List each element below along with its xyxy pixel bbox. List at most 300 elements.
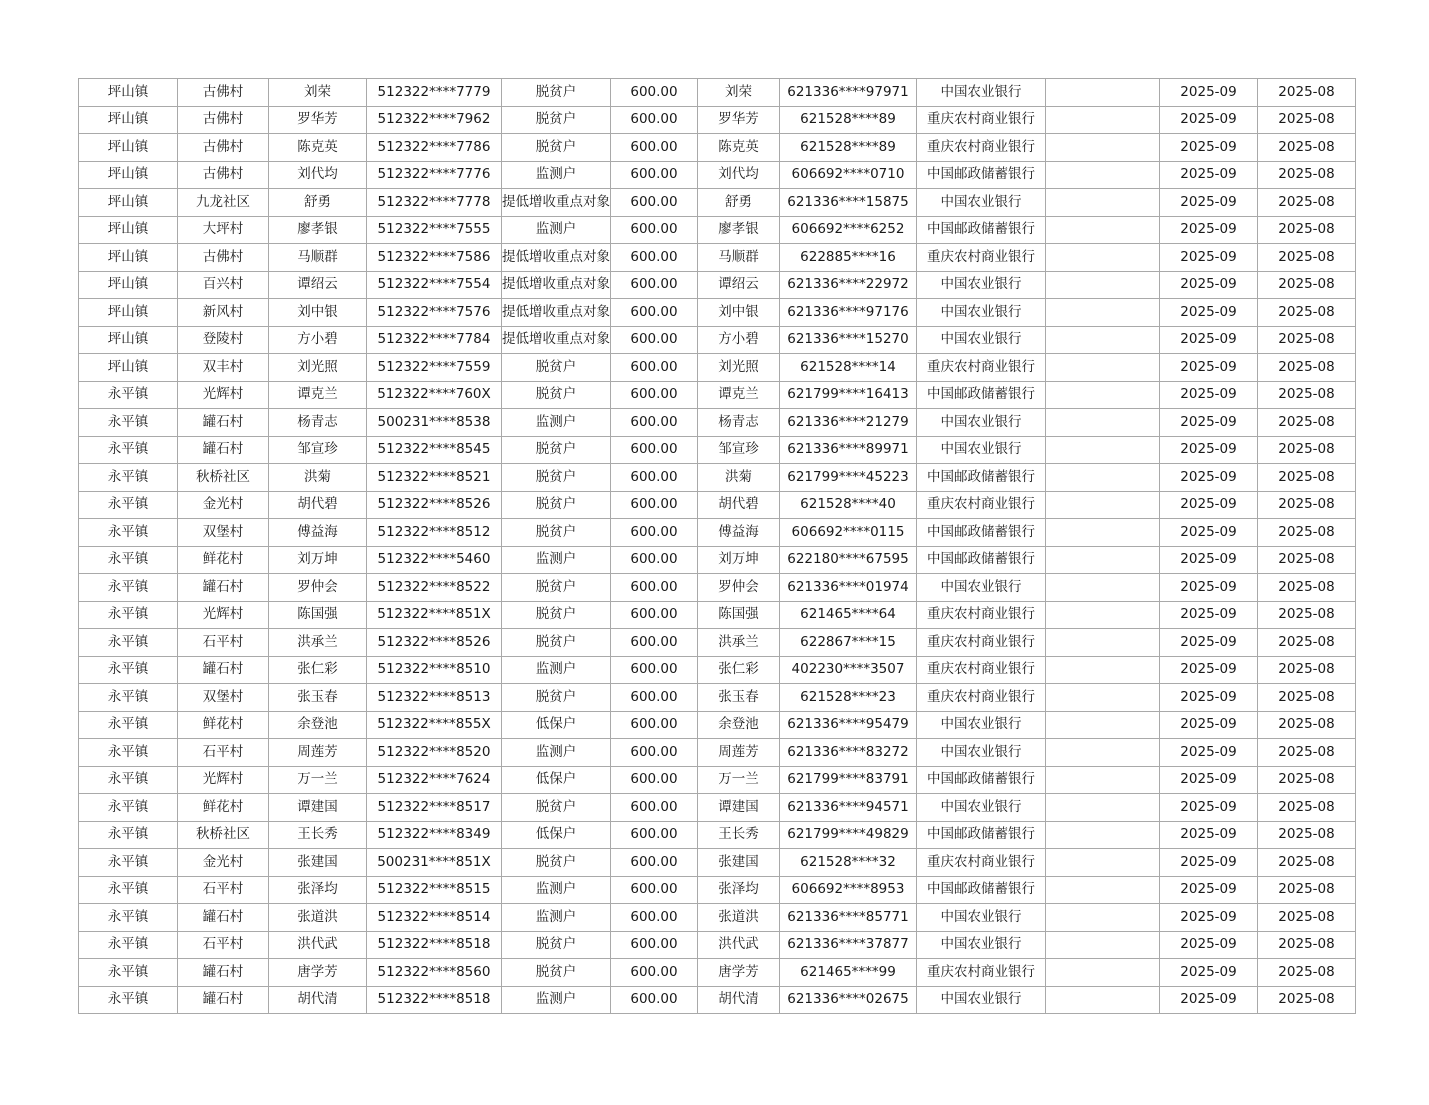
account-holder-cell: 谭克兰 (698, 381, 780, 409)
id-number-cell: 512322****760X (367, 381, 502, 409)
issue-month-cell: 2025-09 (1160, 519, 1258, 547)
bank-account-cell: 621336****95479 (780, 711, 917, 739)
remark-cell (1046, 849, 1160, 877)
name-cell: 谭绍云 (269, 271, 367, 299)
account-holder-cell: 刘代均 (698, 161, 780, 189)
town-cell: 永平镇 (79, 601, 178, 629)
issue-month-cell: 2025-09 (1160, 161, 1258, 189)
name-cell: 余登池 (269, 711, 367, 739)
period-month-cell: 2025-08 (1258, 436, 1356, 464)
remark-cell (1046, 189, 1160, 217)
town-cell: 坪山镇 (79, 354, 178, 382)
name-cell: 罗仲会 (269, 574, 367, 602)
period-month-cell: 2025-08 (1258, 656, 1356, 684)
remark-cell (1046, 79, 1160, 107)
bank-name-cell: 中国农业银行 (917, 299, 1046, 327)
period-month-cell: 2025-08 (1258, 986, 1356, 1014)
period-month-cell: 2025-08 (1258, 821, 1356, 849)
table-row (79, 409, 1356, 437)
amount-cell: 600.00 (611, 876, 698, 904)
name-cell: 洪承兰 (269, 629, 367, 657)
name-cell: 张道洪 (269, 904, 367, 932)
table-row (79, 931, 1356, 959)
remark-cell (1046, 931, 1160, 959)
household-type-cell: 脱贫户 (502, 684, 611, 712)
household-type-cell: 监测户 (502, 876, 611, 904)
account-holder-cell: 谭绍云 (698, 271, 780, 299)
period-month-cell: 2025-08 (1258, 271, 1356, 299)
bank-name-cell: 中国邮政储蓄银行 (917, 546, 1046, 574)
household-type-cell: 低保户 (502, 711, 611, 739)
household-type-cell: 脱贫户 (502, 931, 611, 959)
remark-cell (1046, 161, 1160, 189)
household-type-cell: 提低增收重点对象 (502, 326, 611, 354)
id-number-cell: 512322****8526 (367, 491, 502, 519)
town-cell: 坪山镇 (79, 79, 178, 107)
period-month-cell: 2025-08 (1258, 134, 1356, 162)
name-cell: 王长秀 (269, 821, 367, 849)
issue-month-cell: 2025-09 (1160, 794, 1258, 822)
village-cell: 罐石村 (178, 959, 269, 987)
household-type-cell: 脱贫户 (502, 134, 611, 162)
remark-cell (1046, 216, 1160, 244)
table-row (79, 629, 1356, 657)
bank-name-cell: 中国农业银行 (917, 711, 1046, 739)
bank-account-cell: 606692****0115 (780, 519, 917, 547)
town-cell: 永平镇 (79, 519, 178, 547)
account-holder-cell: 张仁彩 (698, 656, 780, 684)
town-cell: 永平镇 (79, 931, 178, 959)
id-number-cell: 512322****8517 (367, 794, 502, 822)
account-holder-cell: 万一兰 (698, 766, 780, 794)
village-cell: 光辉村 (178, 381, 269, 409)
bank-name-cell: 中国邮政储蓄银行 (917, 161, 1046, 189)
id-number-cell: 512322****8522 (367, 574, 502, 602)
table-row (79, 904, 1356, 932)
issue-month-cell: 2025-09 (1160, 766, 1258, 794)
town-cell: 永平镇 (79, 684, 178, 712)
village-cell: 秋桥社区 (178, 464, 269, 492)
issue-month-cell: 2025-09 (1160, 491, 1258, 519)
id-number-cell: 512322****7559 (367, 354, 502, 382)
id-number-cell: 512322****8545 (367, 436, 502, 464)
household-type-cell: 监测户 (502, 216, 611, 244)
id-number-cell: 512322****8518 (367, 931, 502, 959)
town-cell: 坪山镇 (79, 134, 178, 162)
bank-account-cell: 621528****89 (780, 106, 917, 134)
household-type-cell: 脱贫户 (502, 381, 611, 409)
amount-cell: 600.00 (611, 464, 698, 492)
remark-cell (1046, 959, 1160, 987)
account-holder-cell: 唐学芳 (698, 959, 780, 987)
remark-cell (1046, 656, 1160, 684)
bank-name-cell: 中国农业银行 (917, 904, 1046, 932)
bank-account-cell: 621528****14 (780, 354, 917, 382)
amount-cell: 600.00 (611, 491, 698, 519)
period-month-cell: 2025-08 (1258, 491, 1356, 519)
period-month-cell: 2025-08 (1258, 574, 1356, 602)
id-number-cell: 512322****8510 (367, 656, 502, 684)
table-row (79, 299, 1356, 327)
name-cell: 周莲芳 (269, 739, 367, 767)
amount-cell: 600.00 (611, 161, 698, 189)
issue-month-cell: 2025-09 (1160, 271, 1258, 299)
town-cell: 永平镇 (79, 876, 178, 904)
bank-name-cell: 中国邮政储蓄银行 (917, 876, 1046, 904)
village-cell: 九龙社区 (178, 189, 269, 217)
bank-name-cell: 中国农业银行 (917, 189, 1046, 217)
amount-cell: 600.00 (611, 794, 698, 822)
period-month-cell: 2025-08 (1258, 326, 1356, 354)
bank-name-cell: 中国农业银行 (917, 794, 1046, 822)
remark-cell (1046, 876, 1160, 904)
issue-month-cell: 2025-09 (1160, 189, 1258, 217)
amount-cell: 600.00 (611, 271, 698, 299)
name-cell: 谭克兰 (269, 381, 367, 409)
issue-month-cell: 2025-09 (1160, 711, 1258, 739)
amount-cell: 600.00 (611, 326, 698, 354)
remark-cell (1046, 464, 1160, 492)
amount-cell: 600.00 (611, 849, 698, 877)
name-cell: 唐学芳 (269, 959, 367, 987)
period-month-cell: 2025-08 (1258, 381, 1356, 409)
bank-account-cell: 621336****97971 (780, 79, 917, 107)
amount-cell: 600.00 (611, 986, 698, 1014)
town-cell: 坪山镇 (79, 244, 178, 272)
town-cell: 永平镇 (79, 711, 178, 739)
household-type-cell: 脱贫户 (502, 849, 611, 877)
village-cell: 双堡村 (178, 519, 269, 547)
table-row (79, 244, 1356, 272)
household-type-cell: 脱贫户 (502, 601, 611, 629)
village-cell: 鲜花村 (178, 794, 269, 822)
village-cell: 鲜花村 (178, 711, 269, 739)
account-holder-cell: 廖孝银 (698, 216, 780, 244)
account-holder-cell: 方小碧 (698, 326, 780, 354)
table-row (79, 574, 1356, 602)
period-month-cell: 2025-08 (1258, 959, 1356, 987)
account-holder-cell: 洪代武 (698, 931, 780, 959)
bank-account-cell: 621336****01974 (780, 574, 917, 602)
bank-name-cell: 中国农业银行 (917, 326, 1046, 354)
id-number-cell: 512322****8512 (367, 519, 502, 547)
bank-account-cell: 606692****6252 (780, 216, 917, 244)
id-number-cell: 512322****8560 (367, 959, 502, 987)
amount-cell: 600.00 (611, 959, 698, 987)
bank-account-cell: 621528****23 (780, 684, 917, 712)
amount-cell: 600.00 (611, 216, 698, 244)
name-cell: 洪代武 (269, 931, 367, 959)
bank-name-cell: 重庆农村商业银行 (917, 354, 1046, 382)
household-type-cell: 脱贫户 (502, 436, 611, 464)
issue-month-cell: 2025-09 (1160, 409, 1258, 437)
household-type-cell: 监测户 (502, 546, 611, 574)
table-row (79, 161, 1356, 189)
table-row (79, 959, 1356, 987)
village-cell: 石平村 (178, 739, 269, 767)
account-holder-cell: 胡代碧 (698, 491, 780, 519)
table-row (79, 821, 1356, 849)
name-cell: 陈克英 (269, 134, 367, 162)
household-type-cell: 提低增收重点对象 (502, 271, 611, 299)
period-month-cell: 2025-08 (1258, 189, 1356, 217)
village-cell: 罐石村 (178, 436, 269, 464)
household-type-cell: 提低增收重点对象 (502, 244, 611, 272)
amount-cell: 600.00 (611, 601, 698, 629)
bank-account-cell: 606692****8953 (780, 876, 917, 904)
town-cell: 永平镇 (79, 381, 178, 409)
bank-account-cell: 606692****0710 (780, 161, 917, 189)
issue-month-cell: 2025-09 (1160, 354, 1258, 382)
id-number-cell: 512322****7776 (367, 161, 502, 189)
name-cell: 谭建国 (269, 794, 367, 822)
id-number-cell: 500231****8538 (367, 409, 502, 437)
name-cell: 刘荣 (269, 79, 367, 107)
village-cell: 古佛村 (178, 79, 269, 107)
period-month-cell: 2025-08 (1258, 79, 1356, 107)
period-month-cell: 2025-08 (1258, 409, 1356, 437)
table-row (79, 134, 1356, 162)
bank-name-cell: 中国农业银行 (917, 409, 1046, 437)
household-type-cell: 脱贫户 (502, 79, 611, 107)
amount-cell: 600.00 (611, 574, 698, 602)
table-row (79, 601, 1356, 629)
period-month-cell: 2025-08 (1258, 464, 1356, 492)
issue-month-cell: 2025-09 (1160, 244, 1258, 272)
amount-cell: 600.00 (611, 629, 698, 657)
household-type-cell: 监测户 (502, 986, 611, 1014)
bank-name-cell: 中国农业银行 (917, 739, 1046, 767)
name-cell: 陈国强 (269, 601, 367, 629)
id-number-cell: 512322****8518 (367, 986, 502, 1014)
table-row (79, 491, 1356, 519)
village-cell: 光辉村 (178, 601, 269, 629)
issue-month-cell: 2025-09 (1160, 216, 1258, 244)
issue-month-cell: 2025-09 (1160, 299, 1258, 327)
village-cell: 鲜花村 (178, 546, 269, 574)
account-holder-cell: 张泽均 (698, 876, 780, 904)
remark-cell (1046, 629, 1160, 657)
bank-name-cell: 重庆农村商业银行 (917, 601, 1046, 629)
town-cell: 永平镇 (79, 794, 178, 822)
amount-cell: 600.00 (611, 821, 698, 849)
household-type-cell: 提低增收重点对象 (502, 299, 611, 327)
household-type-cell: 低保户 (502, 766, 611, 794)
household-type-cell: 脱贫户 (502, 959, 611, 987)
issue-month-cell: 2025-09 (1160, 931, 1258, 959)
issue-month-cell: 2025-09 (1160, 574, 1258, 602)
bank-name-cell: 中国邮政储蓄银行 (917, 821, 1046, 849)
period-month-cell: 2025-08 (1258, 739, 1356, 767)
village-cell: 大坪村 (178, 216, 269, 244)
town-cell: 永平镇 (79, 574, 178, 602)
issue-month-cell: 2025-09 (1160, 821, 1258, 849)
bank-name-cell: 中国邮政储蓄银行 (917, 519, 1046, 547)
amount-cell: 600.00 (611, 354, 698, 382)
town-cell: 永平镇 (79, 546, 178, 574)
id-number-cell: 512322****8514 (367, 904, 502, 932)
village-cell: 百兴村 (178, 271, 269, 299)
bank-account-cell: 621465****99 (780, 959, 917, 987)
town-cell: 坪山镇 (79, 216, 178, 244)
household-type-cell: 脱贫户 (502, 574, 611, 602)
id-number-cell: 512322****8515 (367, 876, 502, 904)
table-row (79, 464, 1356, 492)
id-number-cell: 512322****8349 (367, 821, 502, 849)
village-cell: 古佛村 (178, 161, 269, 189)
remark-cell (1046, 299, 1160, 327)
issue-month-cell: 2025-09 (1160, 986, 1258, 1014)
bank-name-cell: 重庆农村商业银行 (917, 491, 1046, 519)
account-holder-cell: 洪菊 (698, 464, 780, 492)
account-holder-cell: 罗华芳 (698, 106, 780, 134)
household-type-cell: 脱贫户 (502, 491, 611, 519)
issue-month-cell: 2025-09 (1160, 739, 1258, 767)
remark-cell (1046, 794, 1160, 822)
bank-name-cell: 中国农业银行 (917, 79, 1046, 107)
account-holder-cell: 刘荣 (698, 79, 780, 107)
name-cell: 杨青志 (269, 409, 367, 437)
remark-cell (1046, 244, 1160, 272)
name-cell: 刘中银 (269, 299, 367, 327)
issue-month-cell: 2025-09 (1160, 106, 1258, 134)
remark-cell (1046, 271, 1160, 299)
bank-name-cell: 中国农业银行 (917, 931, 1046, 959)
id-number-cell: 512322****7555 (367, 216, 502, 244)
town-cell: 永平镇 (79, 904, 178, 932)
id-number-cell: 500231****851X (367, 849, 502, 877)
bank-account-cell: 621336****21279 (780, 409, 917, 437)
account-holder-cell: 洪承兰 (698, 629, 780, 657)
village-cell: 登陵村 (178, 326, 269, 354)
household-type-cell: 监测户 (502, 161, 611, 189)
amount-cell: 600.00 (611, 739, 698, 767)
period-month-cell: 2025-08 (1258, 216, 1356, 244)
table-row (79, 656, 1356, 684)
subsidy-table (78, 78, 1356, 1014)
account-holder-cell: 邹宣珍 (698, 436, 780, 464)
remark-cell (1046, 326, 1160, 354)
bank-account-cell: 622180****67595 (780, 546, 917, 574)
bank-account-cell: 621336****83272 (780, 739, 917, 767)
table-row (79, 546, 1356, 574)
bank-name-cell: 中国邮政储蓄银行 (917, 216, 1046, 244)
id-number-cell: 512322****8513 (367, 684, 502, 712)
account-holder-cell: 舒勇 (698, 189, 780, 217)
town-cell: 坪山镇 (79, 189, 178, 217)
village-cell: 罐石村 (178, 409, 269, 437)
remark-cell (1046, 409, 1160, 437)
bank-name-cell: 中国邮政储蓄银行 (917, 381, 1046, 409)
account-holder-cell: 马顺群 (698, 244, 780, 272)
account-holder-cell: 余登池 (698, 711, 780, 739)
town-cell: 永平镇 (79, 629, 178, 657)
issue-month-cell: 2025-09 (1160, 134, 1258, 162)
remark-cell (1046, 546, 1160, 574)
remark-cell (1046, 986, 1160, 1014)
id-number-cell: 512322****7554 (367, 271, 502, 299)
name-cell: 邹宣珍 (269, 436, 367, 464)
remark-cell (1046, 711, 1160, 739)
account-holder-cell: 刘万坤 (698, 546, 780, 574)
village-cell: 金光村 (178, 491, 269, 519)
remark-cell (1046, 739, 1160, 767)
period-month-cell: 2025-08 (1258, 904, 1356, 932)
amount-cell: 600.00 (611, 381, 698, 409)
amount-cell: 600.00 (611, 244, 698, 272)
account-holder-cell: 周莲芳 (698, 739, 780, 767)
household-type-cell: 低保户 (502, 821, 611, 849)
period-month-cell: 2025-08 (1258, 106, 1356, 134)
issue-month-cell: 2025-09 (1160, 629, 1258, 657)
bank-name-cell: 中国农业银行 (917, 574, 1046, 602)
issue-month-cell: 2025-09 (1160, 684, 1258, 712)
issue-month-cell: 2025-09 (1160, 904, 1258, 932)
table-body (79, 79, 1356, 1014)
name-cell: 罗华芳 (269, 106, 367, 134)
id-number-cell: 512322****7778 (367, 189, 502, 217)
bank-account-cell: 621336****97176 (780, 299, 917, 327)
town-cell: 永平镇 (79, 849, 178, 877)
period-month-cell: 2025-08 (1258, 849, 1356, 877)
amount-cell: 600.00 (611, 189, 698, 217)
town-cell: 永平镇 (79, 821, 178, 849)
household-type-cell: 提低增收重点对象 (502, 189, 611, 217)
household-type-cell: 脱贫户 (502, 629, 611, 657)
id-number-cell: 512322****855X (367, 711, 502, 739)
name-cell: 刘万坤 (269, 546, 367, 574)
bank-account-cell: 621336****85771 (780, 904, 917, 932)
name-cell: 舒勇 (269, 189, 367, 217)
village-cell: 新风村 (178, 299, 269, 327)
village-cell: 石平村 (178, 876, 269, 904)
issue-month-cell: 2025-09 (1160, 849, 1258, 877)
household-type-cell: 脱贫户 (502, 794, 611, 822)
bank-name-cell: 重庆农村商业银行 (917, 106, 1046, 134)
id-number-cell: 512322****8526 (367, 629, 502, 657)
bank-account-cell: 621799****16413 (780, 381, 917, 409)
bank-account-cell: 402230****3507 (780, 656, 917, 684)
id-number-cell: 512322****7962 (367, 106, 502, 134)
village-cell: 古佛村 (178, 106, 269, 134)
period-month-cell: 2025-08 (1258, 711, 1356, 739)
account-holder-cell: 刘光照 (698, 354, 780, 382)
id-number-cell: 512322****7586 (367, 244, 502, 272)
id-number-cell: 512322****7784 (367, 326, 502, 354)
household-type-cell: 脱贫户 (502, 106, 611, 134)
name-cell: 马顺群 (269, 244, 367, 272)
name-cell: 廖孝银 (269, 216, 367, 244)
id-number-cell: 512322****8521 (367, 464, 502, 492)
bank-account-cell: 621799****49829 (780, 821, 917, 849)
bank-name-cell: 重庆农村商业银行 (917, 656, 1046, 684)
remark-cell (1046, 519, 1160, 547)
id-number-cell: 512322****7576 (367, 299, 502, 327)
account-holder-cell: 杨青志 (698, 409, 780, 437)
town-cell: 坪山镇 (79, 299, 178, 327)
name-cell: 胡代清 (269, 986, 367, 1014)
table-row (79, 216, 1356, 244)
table-row (79, 684, 1356, 712)
name-cell: 方小碧 (269, 326, 367, 354)
issue-month-cell: 2025-09 (1160, 546, 1258, 574)
bank-account-cell: 621528****32 (780, 849, 917, 877)
remark-cell (1046, 134, 1160, 162)
village-cell: 罐石村 (178, 986, 269, 1014)
bank-name-cell: 重庆农村商业银行 (917, 629, 1046, 657)
remark-cell (1046, 436, 1160, 464)
household-type-cell: 监测户 (502, 904, 611, 932)
